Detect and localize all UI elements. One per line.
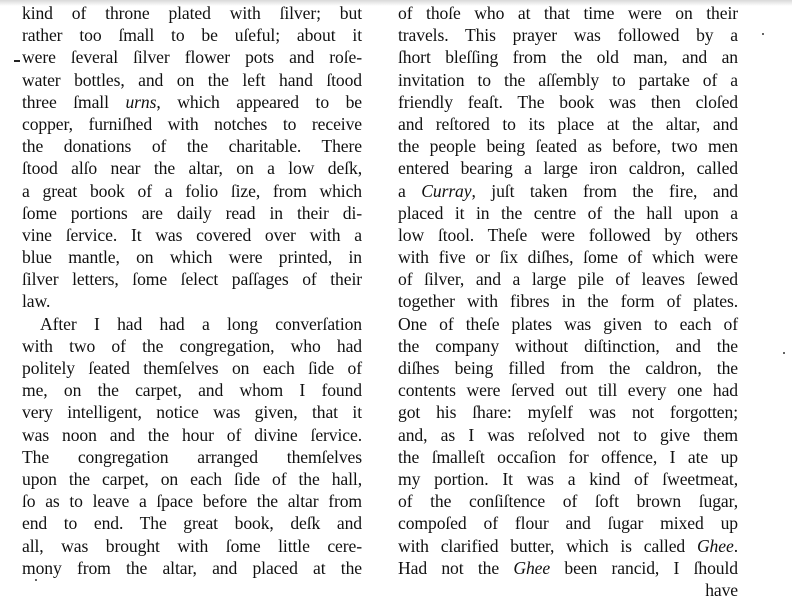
text-line: copper, furniſhed with notches to receive	[22, 113, 362, 134]
text-fragment: , juſt taken from the fire, and	[471, 180, 738, 201]
text-line: ſilver letters, ſome ſelect paſſages of their	[22, 269, 362, 290]
text-line: with five or ſix diſhes, ſome of which were	[398, 247, 738, 268]
text-line: placed it in the centre of the hall upon a	[398, 202, 738, 223]
text-line: ſo as to leave a ſpace before the altar from	[22, 491, 362, 512]
text-line: ſome portions are daily read in their di-	[22, 202, 362, 223]
text-line: with two of the congregation, who had	[22, 335, 362, 356]
text-line: a great book of a folio ſize, from which	[22, 180, 362, 201]
scan-speck	[762, 33, 764, 35]
text-line: of ſilver, and a large pile of leaves ſewed	[398, 269, 738, 290]
italic-word-urns: urns	[125, 91, 157, 112]
text-fragment: with clarified butter, which is called	[398, 535, 697, 556]
text-line: vine ſervice. It was covered over with a	[22, 224, 362, 245]
text-line: One of theſe plates was given to each of	[398, 313, 738, 334]
text-line: ſtood alſo near the altar, on a low deſk,	[22, 158, 362, 179]
text-line: the company without diſtinction, and the	[398, 335, 738, 356]
text-line: the donations of the charitable. There	[22, 136, 362, 157]
text-line: rather too ſmall to be uſeful; about it	[22, 25, 362, 46]
text-line: travels. This prayer was followed by a	[398, 25, 738, 46]
text-line: and, as I was reſolved not to give them	[398, 424, 738, 445]
text-line: kind of throne plated with ſilver; but	[22, 3, 362, 23]
text-line: upon the carpet, on each ſide of the hall,	[22, 468, 362, 489]
text-line-with-italic	[398, 180, 738, 202]
text-line: blue mantle, on which were printed, in	[22, 247, 362, 268]
text-line: contents were ſerved out till every one had	[398, 380, 738, 401]
text-line: of thoſe who at that time were on their	[398, 3, 738, 23]
text-line: diſhes being filled from the caldron, the	[398, 358, 738, 378]
text-line: got his ſhare: myſelf was not forgotten;	[398, 402, 738, 423]
text-fragment: a	[398, 180, 422, 201]
text-line-with-italic	[22, 91, 362, 113]
italic-word-curray: Curray	[421, 180, 472, 201]
text-line: of the conſiſtence of ſoft brown ſugar,	[398, 491, 738, 512]
text-line: entered bearing a large iron caldron, called	[398, 158, 738, 179]
right-text-column	[398, 2, 738, 601]
text-fragment: three ſmall	[22, 91, 126, 112]
text-line: friendly feaſt. The book was then cloſed	[398, 91, 738, 112]
text-line: the ſmalleſt occaſion for offence, I ate up	[398, 446, 738, 467]
text-line: my portion. It was a kind of ſweetmeat,	[398, 468, 738, 489]
text-line: low ſtool. Theſe were followed by others	[398, 224, 738, 245]
text-line: compoſed of flour and ſugar mixed up	[398, 513, 738, 534]
text-line: very intelligent, notice was given, that it	[22, 402, 362, 423]
scan-speck	[35, 579, 37, 581]
text-fragment: .	[733, 535, 738, 556]
italic-word-ghee: Ghee	[696, 535, 734, 556]
text-fragment: Had not the	[398, 557, 514, 578]
margin-mark	[14, 60, 20, 62]
text-line: the people being ſeated as before, two men	[398, 136, 738, 157]
scan-speck	[783, 352, 785, 354]
text-line: were ſeveral ſilver flower pots and roſe-	[22, 47, 362, 68]
italic-word-ghee: Ghee	[513, 557, 551, 578]
text-line: end to end. The great book, deſk and	[22, 513, 362, 534]
text-line-with-italic	[398, 535, 738, 557]
text-line: mony from the altar, and placed at the	[22, 557, 362, 578]
catchword: have	[705, 579, 738, 600]
text-line: law.	[22, 291, 51, 312]
text-line: politely ſeated themſelves on each ſide of	[22, 358, 362, 378]
text-line-with-italic	[398, 557, 738, 579]
text-fragment: been rancid, I ſhould	[550, 557, 738, 578]
text-line: together with fibres in the form of plates.	[398, 291, 738, 312]
text-fragment: , which appeared to be	[156, 91, 362, 112]
text-line: and reſtored to its place at the altar, and	[398, 113, 738, 134]
text-line: water bottles, and on the left hand ſtood	[22, 69, 362, 90]
text-line: all, was brought with ſome little cere-	[22, 535, 362, 556]
text-line: me, on the carpet, and whom I found	[22, 380, 362, 401]
text-line: invitation to the aſſembly to partake of a	[398, 69, 738, 90]
text-line: ſhort bleſſing from the old man, and an	[398, 47, 738, 68]
paragraph-start-line: After I had had a long converſation	[40, 313, 362, 334]
text-line: The congregation arranged themſelves	[22, 446, 362, 467]
text-line: was noon and the hour of divine ſervice.	[22, 424, 362, 445]
left-text-column	[22, 2, 362, 579]
